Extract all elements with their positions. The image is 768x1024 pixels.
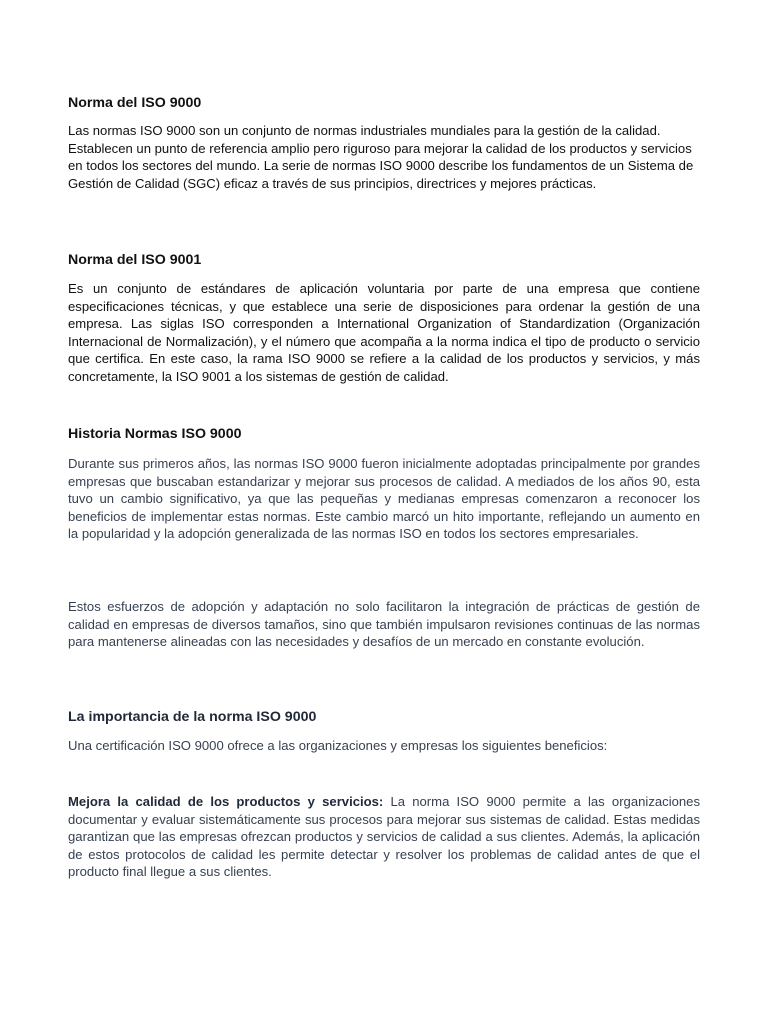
benefit-text: La norma ISO 9000 permite a las organizaciones documentar y evaluar sistemáticamente sus procesos para mejorar sus sistemas de calidad. Estas medidas garantizan que las empresas ofrezcan productos y servicios de calidad a sus clientes. Además, la aplicación de estos protocolos de calidad les permite detectar y resolver los problemas de calidad antes de que el producto final llegue a sus clientes. xyxy=(68,794,700,880)
heading-historia: Historia Normas ISO 9000 xyxy=(68,426,242,442)
paragraph-historia-2: Estos esfuerzos de adopción y adaptación no solo facilitaron la integración de prácticas de gestión de calidad en empresas de diversos tamaños, sino que también impulsaron revisiones continuas de las normas para mantenerse alineadas con las necesidades y desafíos de un mercado en constante evolución. xyxy=(68,599,700,650)
heading-importancia: La importancia de la norma ISO 9000 xyxy=(68,709,317,725)
paragraph-benefit-quality xyxy=(68,793,700,881)
paragraph-iso-9000: Las normas ISO 9000 son un conjunto de normas industriales mundiales para la gestión de la calidad. Establecen un punto de referencia amplio pero riguroso para mejorar la calidad de los productos y servicios en todos los sectores del mundo. La serie de normas ISO 9000 describe los fundamentos de un Sistema de Gestión de Calidad (SGC) eficaz a través de sus principios, directrices y mejores prácticas. xyxy=(68,123,694,191)
paragraph-iso-9001: Es un conjunto de estándares de aplicación voluntaria por parte de una empresa que contiene especificaciones técnicas, y que establece una serie de disposiciones para ordenar la gestión de una empresa. Las siglas ISO corresponden a International Organization of Standardization (Organización Internacional de Normalización), y el número que acompaña a la norma indica el tipo de producto o servicio que certifica. En este caso, la rama ISO 9000 se refiere a la calidad de los productos y servicios, y más concretamente, la ISO 9001 a los sistemas de gestión de calidad. xyxy=(68,281,700,384)
heading-iso-9000: Norma del ISO 9000 xyxy=(68,95,202,111)
heading-iso-9001: Norma del ISO 9001 xyxy=(68,252,202,268)
paragraph-importancia-intro: Una certificación ISO 9000 ofrece a las organizaciones y empresas los siguientes beneficios: xyxy=(68,738,608,753)
benefit-lead: Mejora la calidad de los productos y servicios: xyxy=(68,794,384,809)
paragraph-historia-1: Durante sus primeros años, las normas ISO 9000 fueron inicialmente adoptadas principalmente por grandes empresas que buscaban estandarizar y mejorar sus procesos de calidad. A mediados de los años 90, esta tuvo un cambio significativo, ya que las pequeñas y medianas empresas comenzaron a reconocer los beneficios de implementar estas normas. Este cambio marcó un hito importante, reflejando un aumento en la popularidad y la adopción generalizada de las normas ISO en todos los sectores empresariales. xyxy=(68,456,700,542)
